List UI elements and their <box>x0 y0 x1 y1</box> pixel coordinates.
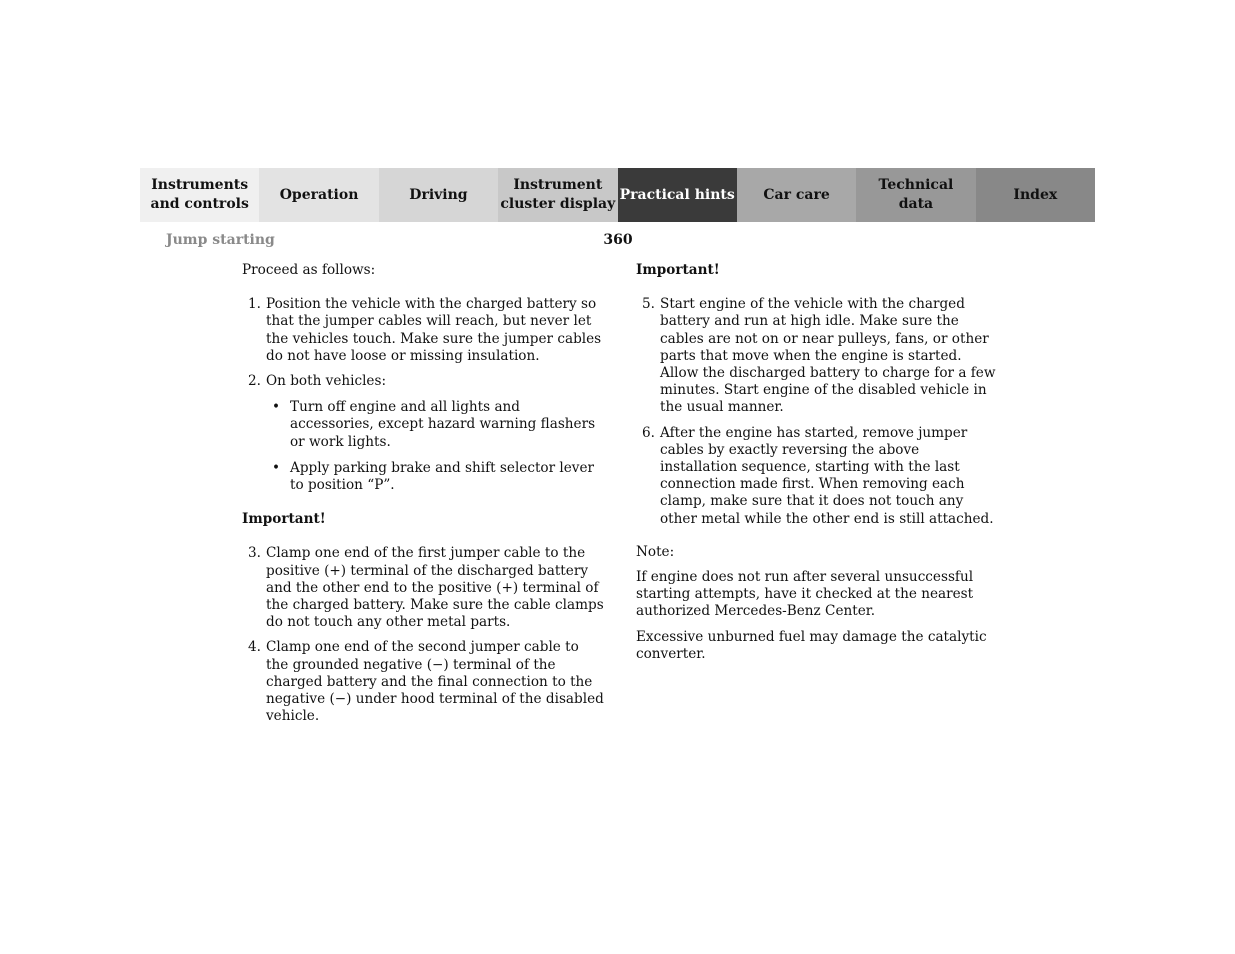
step-text: After the engine has started, remove jumper cables by exactly reversing the above installation sequence, starting with the last connection made first. When removing each clamp, make sure that it does not touch any other metal while the other end is still attached. <box>660 424 994 527</box>
list-item <box>636 296 996 416</box>
right-column <box>636 262 996 671</box>
step-number: 5. <box>642 296 655 313</box>
tab-index[interactable]: Index <box>976 168 1095 222</box>
section-title: Jump starting <box>166 232 275 248</box>
note-paragraph: If engine does not run after several unsuccessful starting attempts, have it checked at the nearest authorized Mercedes-Benz Center. <box>636 569 974 620</box>
page-number: 360 <box>603 232 633 248</box>
bullet-icon: • <box>272 459 281 476</box>
list-item <box>242 545 604 631</box>
step-text: Position the vehicle with the charged battery so that the jumper cables will reach, but never let the vehicles touch. Make sure the jumper cables do not have loose or missing insulation. <box>266 296 602 364</box>
step-text: Clamp one end of the first jumper cable to the positive (+) terminal of the discharged battery and the other end to the positive (+) terminal of the charged battery. Make sure the cable clamps do not touch any other metal parts. <box>266 545 604 631</box>
chapter-tab-bar <box>140 168 1095 222</box>
bullet-text: Apply parking brake and shift selector lever to position “P”. <box>290 459 595 494</box>
step-number: 6. <box>642 424 655 441</box>
tab-instruments-and-controls[interactable]: Instruments and controls <box>140 168 259 222</box>
step-text: On both vehicles: <box>266 373 387 390</box>
intro-text: Proceed as follows: <box>242 262 376 278</box>
bullet-text: Turn off engine and all lights and accessories, except hazard warning flashers or work lights. <box>290 399 596 450</box>
tab-technical-data[interactable]: Technical data <box>856 168 975 222</box>
tab-practical-hints[interactable]: Practical hints <box>618 168 737 222</box>
list-item <box>242 296 604 365</box>
list-item <box>242 373 604 503</box>
left-column <box>242 262 604 733</box>
important-heading: Important! <box>636 262 720 278</box>
step-number: 3. <box>248 545 261 562</box>
step-number: 2. <box>248 373 261 390</box>
bullet-item <box>266 399 604 451</box>
step-text: Clamp one end of the second jumper cable to the grounded negative (−) terminal of the charged battery and the final connection to the negative (−) under hood terminal of the disabled vehicle. <box>266 639 604 725</box>
tab-operation[interactable]: Operation <box>259 168 378 222</box>
step-number: 1. <box>248 296 261 313</box>
important-heading: Important! <box>242 511 326 528</box>
tab-car-care[interactable]: Car care <box>737 168 856 222</box>
bullet-icon: • <box>272 399 281 416</box>
list-item <box>242 639 604 725</box>
note-label: Note: <box>636 543 675 560</box>
note-paragraph: Excessive unburned fuel may damage the catalytic converter. <box>636 628 987 662</box>
tab-driving[interactable]: Driving <box>379 168 498 222</box>
list-item <box>636 425 996 528</box>
bullet-list <box>266 399 604 494</box>
spacer <box>636 536 996 544</box>
step-content <box>266 373 604 503</box>
tab-instrument-cluster-display[interactable]: Instrument cluster display <box>498 168 617 222</box>
step-text: Start engine of the vehicle with the charged battery and run at high idle. Make sure the cables are not on or near pulleys, fans, or other parts that move when the engine is started. Allow the discharged battery to charge for a few minutes. Start engine of the disabled vehicle in the usual manner. <box>660 296 996 416</box>
bullet-item <box>266 460 604 494</box>
step-number: 4. <box>248 639 261 656</box>
